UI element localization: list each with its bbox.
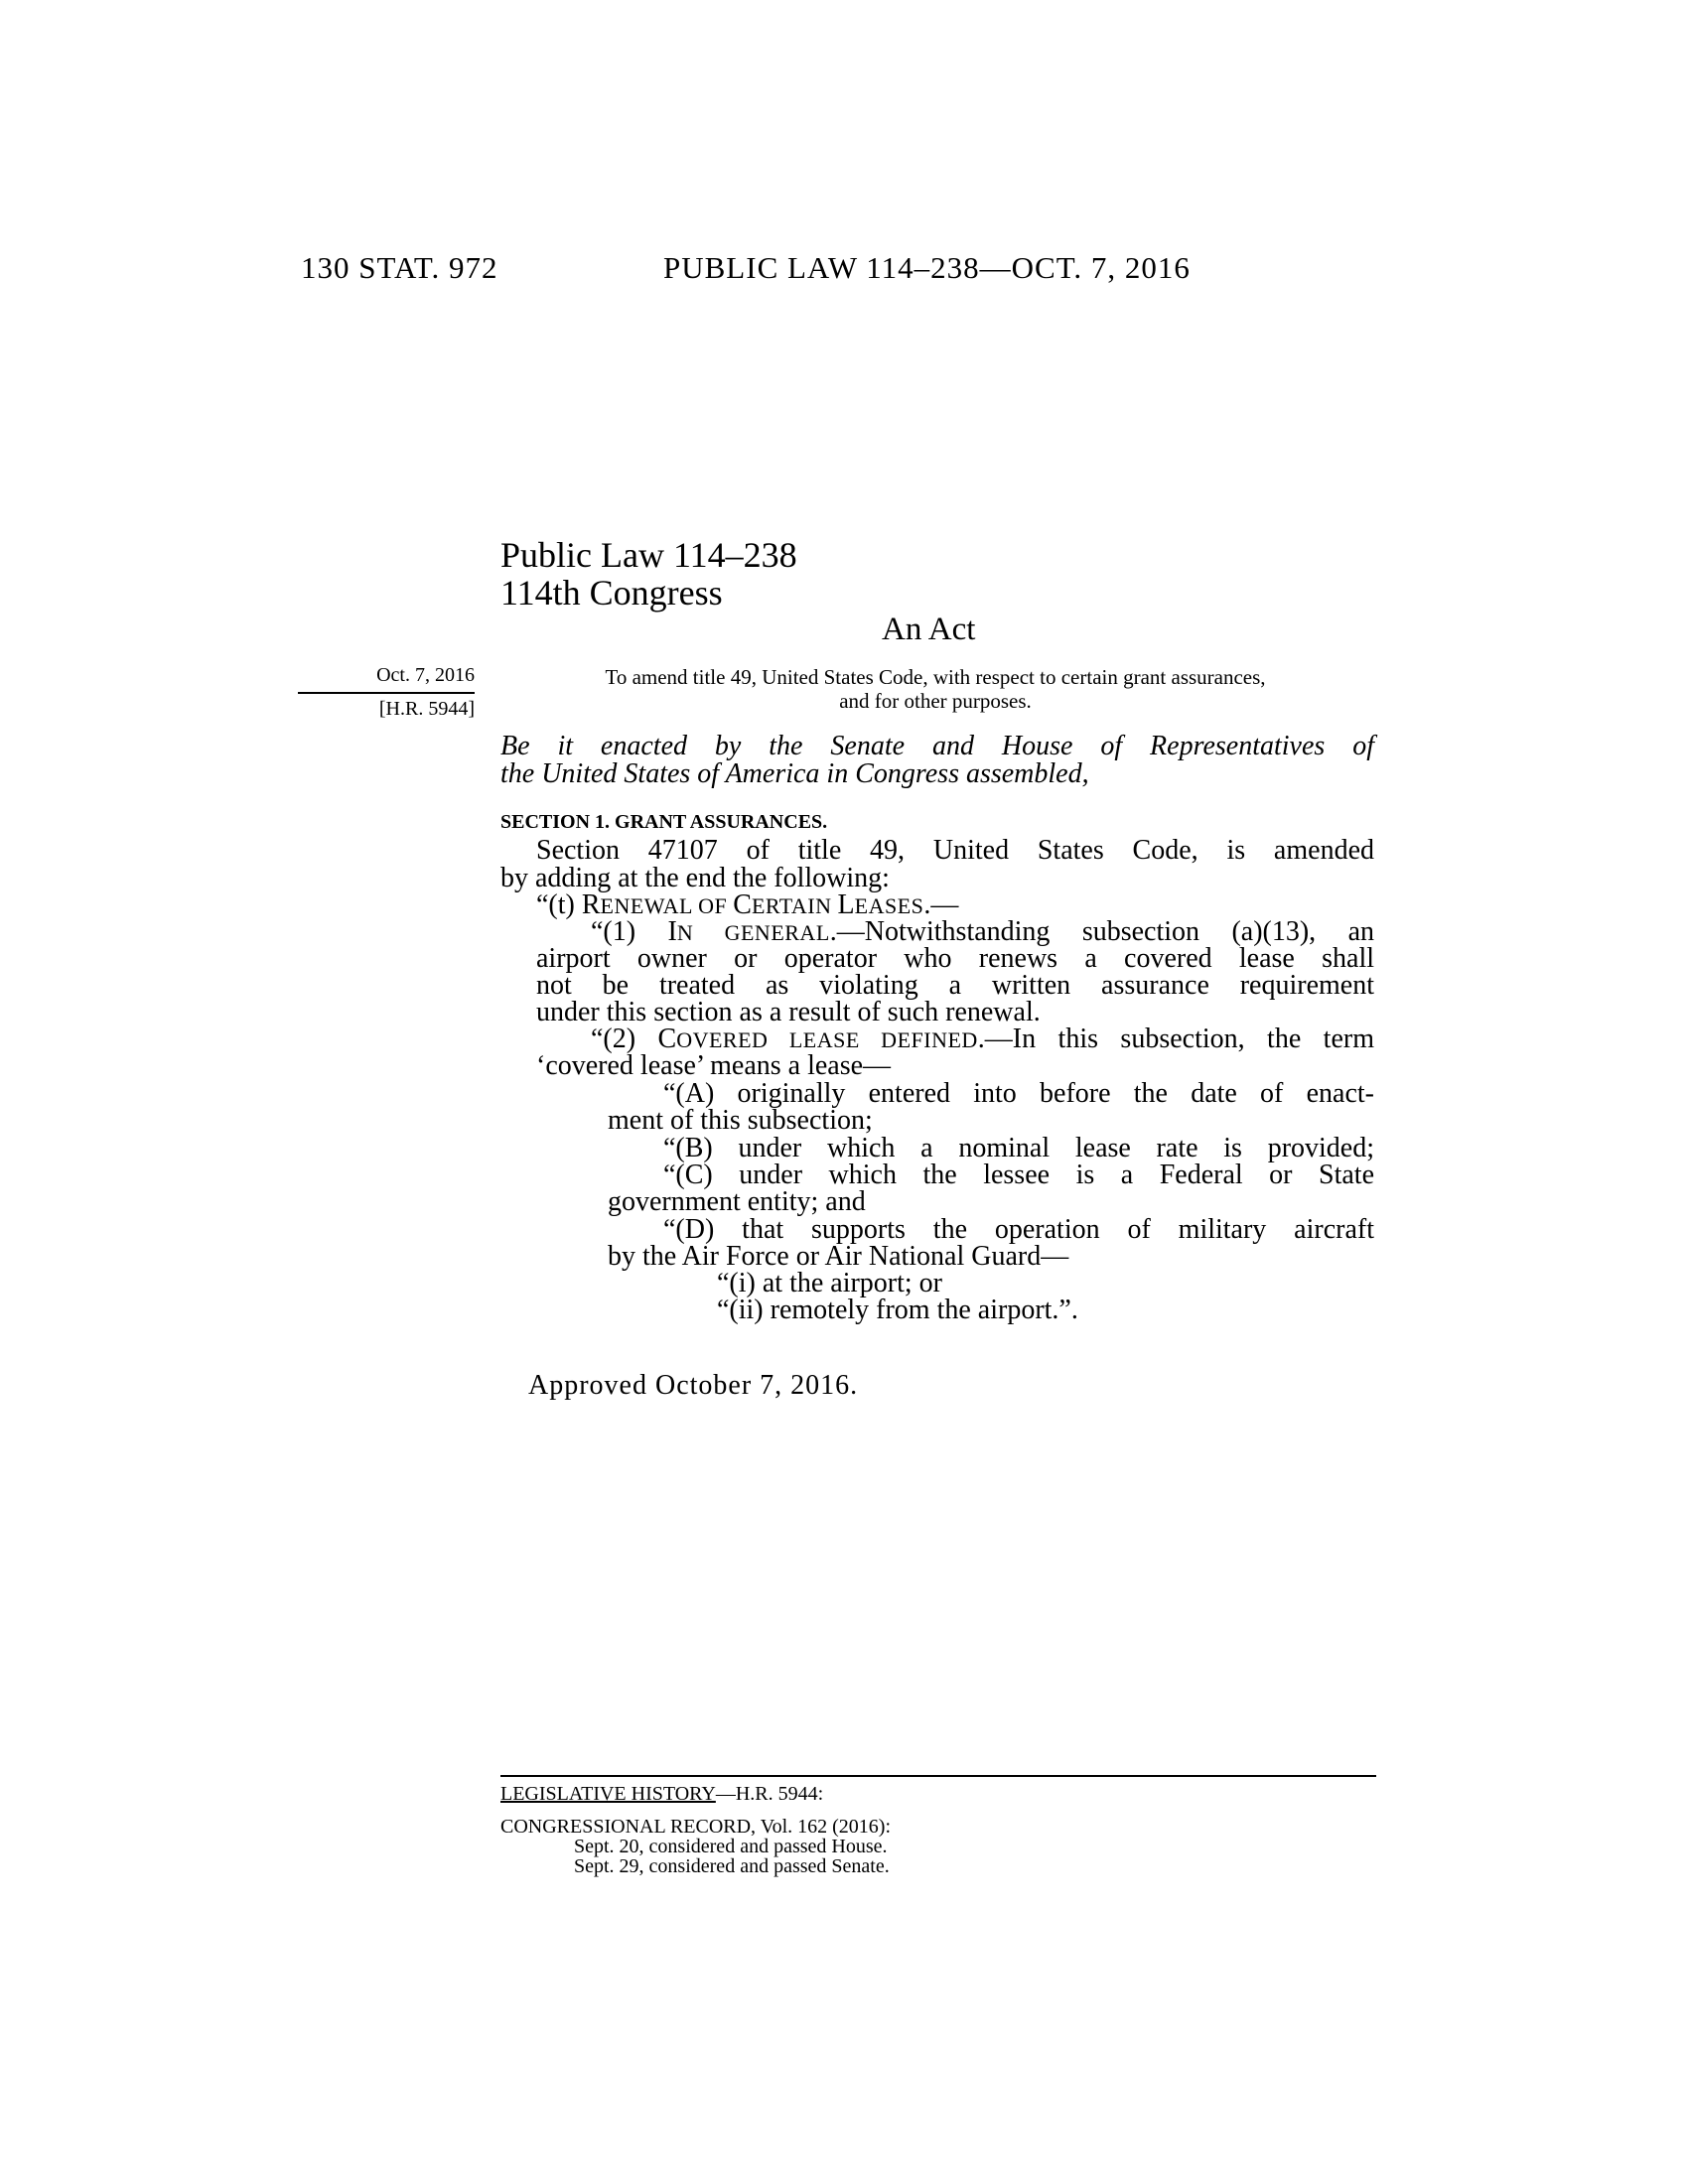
legislative-history-bill: —H.R. 5944: — [715, 1783, 824, 1805]
paragraph-1-line-3: not be treated as violating a written assurance requirement — [536, 970, 1374, 1001]
paragraph-1-line-4: under this section as a result of such renewal. — [536, 997, 1041, 1027]
legislative-history-label: LEGISLATIVE HISTORY — [500, 1783, 716, 1805]
section-intro-line-1: Section 47107 of title 49, United States Code, is amended — [536, 835, 1374, 866]
subsection-t-cap-c: C — [733, 889, 752, 920]
congress-label: 114th Congress — [500, 573, 723, 613]
paragraph-1-line-2: airport owner or operator who renews a covered lease shall — [536, 943, 1374, 974]
subsection-t-smallcaps: ENEWAL OF — [600, 893, 734, 918]
purpose-clause — [500, 665, 1370, 713]
clause-d-line-2: by the Air Force or Air National Guard— — [608, 1241, 1069, 1272]
paragraph-2-lead: “(2) C — [591, 1024, 677, 1054]
section-heading: SECTION 1. GRANT ASSURANCES. — [500, 811, 828, 833]
enacting-clause-line-2: the United States of America in Congress assembled, — [500, 758, 1089, 789]
enacting-clause-line-1: Be it enacted by the Senate and House of Representatives of — [500, 731, 1374, 761]
clause-c-line-1: “(C) under which the lessee is a Federal or State — [663, 1160, 1374, 1190]
subsection-t-smallcaps-3: EASES — [854, 893, 924, 918]
paragraph-2-rest: .—In this subsection, the term — [977, 1024, 1374, 1054]
approval-line: Approved October 7, 2016. — [528, 1370, 859, 1401]
history-entry-senate: Sept. 29, considered and passed Senate. — [574, 1855, 890, 1877]
subsection-t-end: .— — [923, 889, 959, 920]
margin-note-bill: [H.R. 5944] — [378, 698, 475, 720]
subsection-t-smallcaps-2: ERTAIN — [751, 893, 838, 918]
clause-d-line-1: “(D) that supports the operation of military aircraft — [663, 1214, 1374, 1245]
clause-b-line-1: “(B) under which a nominal lease rate is provided; — [663, 1133, 1374, 1163]
paragraph-2-line-2: ‘covered lease’ means a lease— — [536, 1050, 892, 1081]
history-entry-house: Sept. 20, considered and passed House. — [574, 1836, 888, 1857]
paragraph-1-smallcaps: N GENERAL — [676, 920, 830, 945]
purpose-line-1: To amend title 49, United States Code, with respect to certain grant assurances, — [605, 665, 1266, 689]
legislative-history-heading — [500, 1783, 823, 1806]
running-head: PUBLIC LAW 114–238—OCT. 7, 2016 — [663, 250, 1191, 285]
history-divider — [500, 1775, 1376, 1777]
clause-a-line-1: “(A) originally entered into before the date of enact- — [663, 1078, 1374, 1109]
paragraph-1-rest: .—Notwithstanding subsection (a)(13), an — [829, 916, 1374, 947]
stat-citation: 130 STAT. 972 — [301, 250, 498, 285]
paragraph-1-lead: “(1) I — [591, 916, 677, 947]
paragraph-2-smallcaps: OVERED LEASE DEFINED — [676, 1027, 978, 1052]
clause-c-line-2: government entity; and — [608, 1186, 866, 1217]
subsection-t-lead: “(t) R — [536, 889, 601, 920]
subsection-t-cap-l: L — [837, 889, 855, 920]
clause-ii-line: “(ii) remotely from the airport.”. — [717, 1295, 1078, 1325]
clause-i-line: “(i) at the airport; or — [717, 1268, 943, 1298]
section-intro-line-2: by adding at the end the following: — [500, 863, 890, 893]
purpose-line-2: and for other purposes. — [839, 689, 1032, 713]
law-number: Public Law 114–238 — [500, 535, 797, 575]
clause-a-line-2: ment of this subsection; — [608, 1105, 873, 1136]
congressional-record-line: CONGRESSIONAL RECORD, Vol. 162 (2016): — [500, 1816, 891, 1838]
act-label: An Act — [882, 612, 976, 647]
margin-note-date: Oct. 7, 2016 — [298, 664, 475, 694]
